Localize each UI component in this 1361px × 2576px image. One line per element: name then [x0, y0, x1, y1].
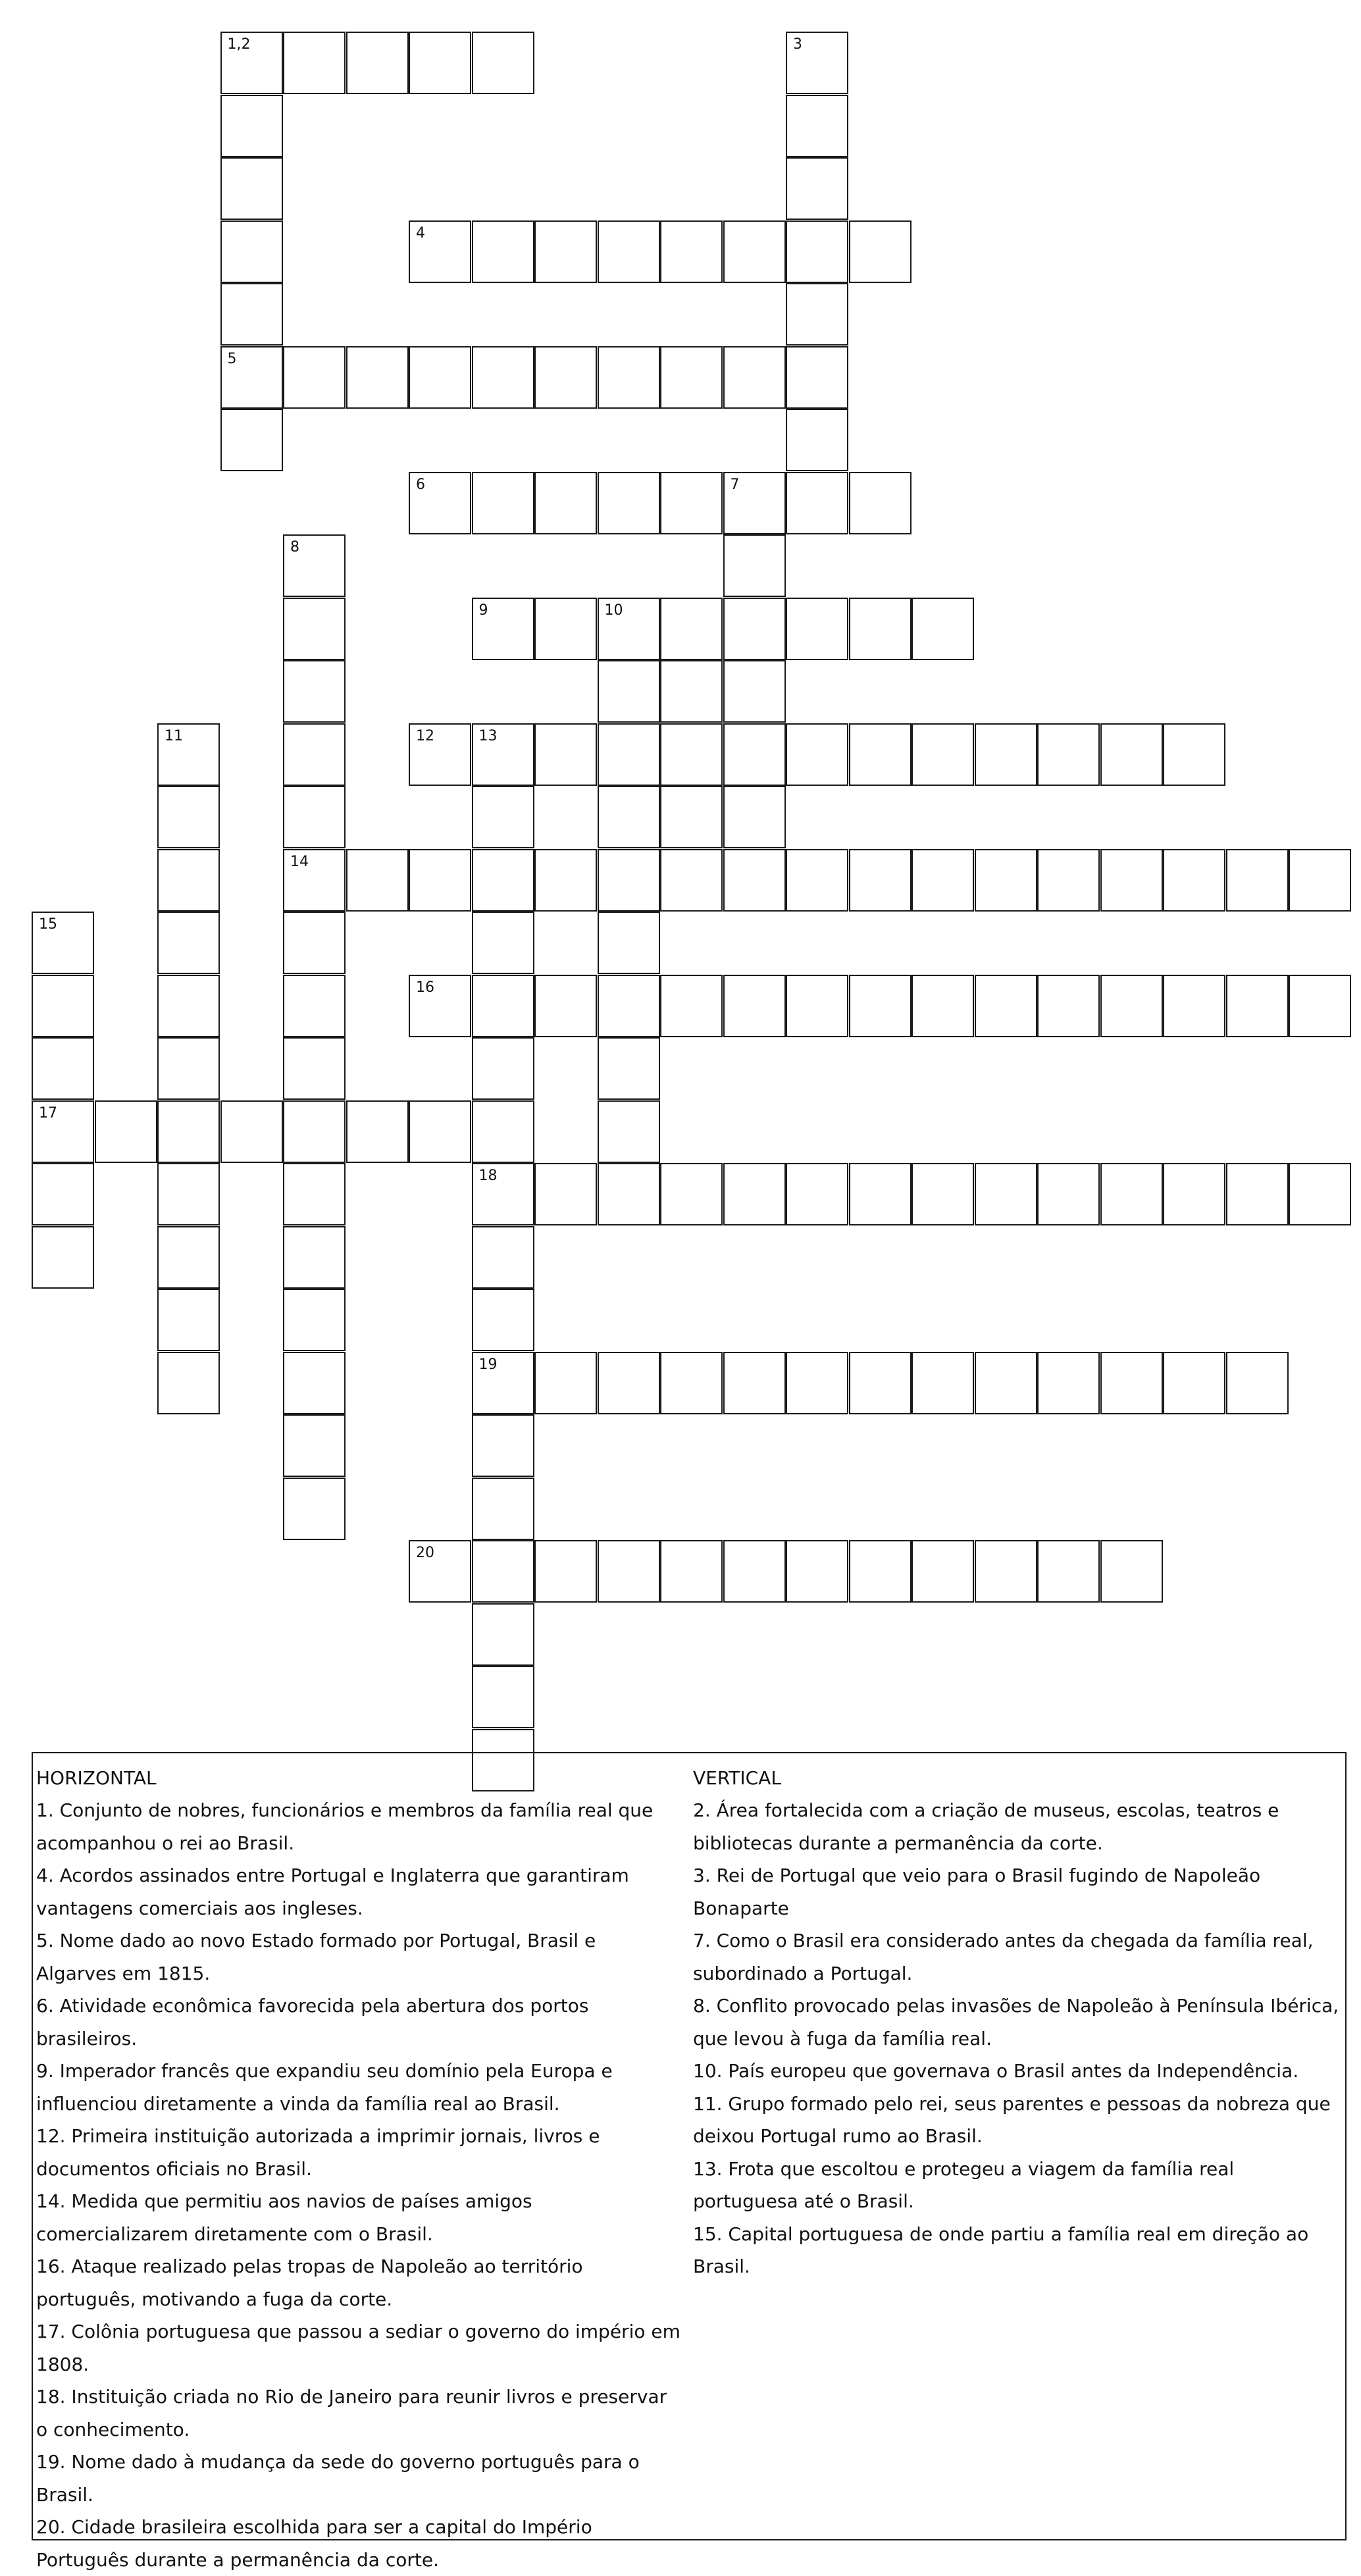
- crossword-cell[interactable]: [283, 1478, 346, 1540]
- crossword-cell[interactable]: [723, 723, 786, 786]
- crossword-cell[interactable]: [1037, 1352, 1100, 1414]
- crossword-cell[interactable]: [1163, 1352, 1225, 1414]
- crossword-cell[interactable]: [32, 1163, 94, 1225]
- crossword-cell[interactable]: [849, 849, 912, 912]
- crossword-cell[interactable]: [1100, 723, 1163, 786]
- crossword-cell[interactable]: [912, 1540, 974, 1603]
- crossword-cell[interactable]: [534, 975, 597, 1037]
- crossword-cell[interactable]: [849, 220, 912, 283]
- cell-number: 12: [416, 727, 434, 744]
- crossword-cell[interactable]: [409, 346, 471, 409]
- crossword-cell[interactable]: [534, 723, 597, 786]
- crossword-cell[interactable]: [220, 1100, 283, 1163]
- crossword-cell[interactable]: [723, 975, 786, 1037]
- horizontal-heading: HORIZONTAL: [36, 1767, 157, 1789]
- crossword-cell[interactable]: [598, 1163, 660, 1225]
- crossword-cell[interactable]: [660, 346, 723, 409]
- horizontal-clue: 14. Medida que permitiu aos navios de países amigos comercializarem diretamente com o Brasil.: [36, 2190, 532, 2245]
- vertical-clue-list: [693, 1794, 1345, 2283]
- cell-number: 6: [416, 476, 425, 493]
- crossword-cell[interactable]: [849, 1540, 912, 1603]
- crossword-cell[interactable]: [1037, 723, 1100, 786]
- crossword-cell[interactable]: [598, 1540, 660, 1603]
- crossword-cell[interactable]: [472, 220, 534, 283]
- crossword-cell[interactable]: [472, 1163, 534, 1225]
- vertical-clue: 11. Grupo formado pelo rei, seus parentes e pessoas da nobreza que deixou Portugal rumo ao Brasil.: [693, 2092, 1331, 2147]
- crossword-cell[interactable]: [660, 786, 723, 848]
- crossword-cell[interactable]: [472, 975, 534, 1037]
- crossword-cell[interactable]: [1163, 849, 1225, 912]
- crossword-cell[interactable]: [472, 1478, 534, 1540]
- crossword-cell[interactable]: [912, 1352, 974, 1414]
- crossword-cell[interactable]: [1037, 849, 1100, 912]
- crossword-cell[interactable]: [1289, 849, 1351, 912]
- crossword-cell[interactable]: [1100, 1352, 1163, 1414]
- crossword-cell[interactable]: [660, 849, 723, 912]
- crossword-cell[interactable]: [723, 1163, 786, 1225]
- crossword-cell[interactable]: [32, 912, 94, 974]
- crossword-cell[interactable]: [409, 849, 471, 912]
- crossword-cell[interactable]: [472, 849, 534, 912]
- crossword-cell[interactable]: [157, 912, 220, 974]
- crossword-cell[interactable]: [912, 975, 974, 1037]
- horizontal-clue: 18. Instituição criada no Rio de Janeiro para reunir livros e preservar o conhecimento.: [36, 2386, 667, 2440]
- crossword-cell[interactable]: [1037, 1540, 1100, 1603]
- crossword-cell[interactable]: [472, 1352, 534, 1414]
- horizontal-clue: 19. Nome dado à mudança da sede do governo português para o Brasil.: [36, 2451, 640, 2506]
- crossword-cell[interactable]: [534, 220, 597, 283]
- crossword-cell[interactable]: [409, 1100, 471, 1163]
- crossword-cell[interactable]: [598, 660, 660, 723]
- crossword-cell[interactable]: [534, 1352, 597, 1414]
- crossword-cell[interactable]: [472, 32, 534, 94]
- crossword-cell[interactable]: [975, 723, 1037, 786]
- crossword-cell[interactable]: [1037, 975, 1100, 1037]
- crossword-cell[interactable]: [975, 975, 1037, 1037]
- crossword-cell[interactable]: [472, 1100, 534, 1163]
- crossword-cell[interactable]: [32, 1100, 94, 1163]
- crossword-cell[interactable]: [157, 975, 220, 1037]
- crossword-cell[interactable]: [472, 346, 534, 409]
- crossword-cell[interactable]: [849, 472, 912, 534]
- crossword-cell[interactable]: [1226, 849, 1289, 912]
- crossword-cell[interactable]: [472, 1603, 534, 1666]
- crossword-cell[interactable]: [786, 1163, 848, 1225]
- crossword-cell[interactable]: [409, 723, 471, 786]
- crossword-cell[interactable]: [1100, 849, 1163, 912]
- crossword-cell[interactable]: [534, 1540, 597, 1603]
- crossword-cell[interactable]: [283, 346, 346, 409]
- horizontal-clue: 9. Imperador francês que expandiu seu domínio pela Europa e influenciou diretamente a vinda da família real ao Brasil.: [36, 2060, 613, 2115]
- crossword-cell[interactable]: [283, 912, 346, 974]
- crossword-cell[interactable]: [723, 472, 786, 534]
- crossword-cell[interactable]: [32, 1037, 94, 1100]
- crossword-cell[interactable]: [220, 95, 283, 157]
- crossword-cell[interactable]: [1037, 1163, 1100, 1225]
- crossword-cell[interactable]: [723, 786, 786, 848]
- crossword-cell[interactable]: [975, 849, 1037, 912]
- crossword-cell[interactable]: [534, 1163, 597, 1225]
- crossword-cell[interactable]: [283, 1163, 346, 1225]
- crossword-cell[interactable]: [723, 1540, 786, 1603]
- crossword-cell[interactable]: [283, 598, 346, 660]
- crossword-cell[interactable]: [660, 1163, 723, 1225]
- crossword-cell[interactable]: [849, 723, 912, 786]
- crossword-cell[interactable]: [409, 220, 471, 283]
- crossword-cell[interactable]: [472, 1226, 534, 1289]
- crossword-cell[interactable]: [409, 975, 471, 1037]
- crossword-cell[interactable]: [1163, 723, 1225, 786]
- crossword-cell[interactable]: [346, 849, 409, 912]
- crossword-cell[interactable]: [1289, 1163, 1351, 1225]
- cell-number: 15: [39, 916, 57, 933]
- crossword-cell[interactable]: [220, 409, 283, 471]
- cell-number: 20: [416, 1545, 434, 1561]
- crossword-cell[interactable]: [723, 1352, 786, 1414]
- cell-number: 1,2: [227, 36, 251, 53]
- cell-number: 14: [290, 853, 309, 870]
- crossword-cell[interactable]: [1100, 975, 1163, 1037]
- crossword-cell[interactable]: [723, 660, 786, 723]
- vertical-heading: VERTICAL: [693, 1767, 781, 1789]
- crossword-cell[interactable]: [786, 1352, 848, 1414]
- crossword-cell[interactable]: [786, 975, 848, 1037]
- crossword-cell[interactable]: [660, 723, 723, 786]
- vertical-clue: 8. Conflito provocado pelas invasões de Napoleão à Península Ibérica, que levou à fuga da família real.: [693, 1995, 1339, 2049]
- crossword-cell[interactable]: [283, 1289, 346, 1351]
- crossword-cell[interactable]: [32, 975, 94, 1037]
- crossword-cell[interactable]: [660, 1540, 723, 1603]
- crossword-cell[interactable]: [786, 283, 848, 346]
- crossword-cell[interactable]: [283, 1226, 346, 1289]
- crossword-cell[interactable]: [346, 32, 409, 94]
- cell-number: 13: [478, 727, 498, 744]
- crossword-cell[interactable]: [598, 220, 660, 283]
- crossword-cell[interactable]: [283, 1352, 346, 1414]
- cell-number: 11: [165, 727, 183, 744]
- crossword-cell[interactable]: [157, 1352, 220, 1414]
- crossword-cell[interactable]: [660, 220, 723, 283]
- crossword-cell[interactable]: [472, 1289, 534, 1351]
- crossword-cell[interactable]: [786, 32, 848, 94]
- crossword-cell[interactable]: [598, 1100, 660, 1163]
- horizontal-clue: 17. Colônia portuguesa que passou a sediar o governo do império em 1808.: [36, 2321, 680, 2375]
- crossword-cell[interactable]: [283, 723, 346, 786]
- crossword-cell[interactable]: [786, 409, 848, 471]
- crossword-cell[interactable]: [786, 472, 848, 534]
- crossword-cell[interactable]: [786, 95, 848, 157]
- cell-number: 9: [478, 602, 488, 619]
- crossword-cell[interactable]: [283, 1100, 346, 1163]
- crossword-cell[interactable]: [912, 598, 974, 660]
- crossword-cell[interactable]: [283, 849, 346, 912]
- crossword-cell[interactable]: [598, 472, 660, 534]
- vertical-clue: 2. Área fortalecida com a criação de museus, escolas, teatros e bibliotecas durante a permanência da corte.: [693, 1799, 1279, 1854]
- crossword-cell[interactable]: [598, 346, 660, 409]
- crossword-cell[interactable]: [157, 1037, 220, 1100]
- cell-number: 19: [478, 1356, 498, 1373]
- cell-number: 5: [227, 350, 237, 367]
- crossword-cell[interactable]: [786, 723, 848, 786]
- vertical-clues-column: [693, 1763, 1345, 2283]
- horizontal-clue: 1. Conjunto de nobres, funcionários e membros da família real que acompanhou o rei ao Brasil.: [36, 1799, 654, 1854]
- crossword-cell[interactable]: [723, 849, 786, 912]
- crossword-cell[interactable]: [346, 1100, 409, 1163]
- crossword-cell[interactable]: [1289, 975, 1351, 1037]
- clues-box: [32, 1752, 1347, 2571]
- crossword-cell[interactable]: [534, 346, 597, 409]
- crossword-cell[interactable]: [220, 283, 283, 346]
- horizontal-clue: 6. Atividade econômica favorecida pela abertura dos portos brasileiros.: [36, 1995, 589, 2049]
- crossword-cell[interactable]: [1163, 975, 1225, 1037]
- cell-number: 17: [39, 1104, 57, 1121]
- cell-number: 7: [730, 476, 740, 493]
- crossword-cell[interactable]: [723, 346, 786, 409]
- horizontal-clue: 5. Nome dado ao novo Estado formado por Portugal, Brasil e Algarves em 1815.: [36, 1930, 596, 1984]
- crossword-cell[interactable]: [472, 1414, 534, 1477]
- crossword-cell[interactable]: [786, 157, 848, 220]
- crossword-cell[interactable]: [534, 849, 597, 912]
- crossword-cell[interactable]: [598, 1352, 660, 1414]
- crossword-cell[interactable]: [472, 1540, 534, 1603]
- crossword-cell[interactable]: [534, 472, 597, 534]
- crossword-cell[interactable]: [1226, 975, 1289, 1037]
- crossword-cell[interactable]: [220, 32, 283, 94]
- crossword-cell[interactable]: [409, 472, 471, 534]
- crossword-cell[interactable]: [32, 1226, 94, 1289]
- horizontal-clue: 4. Acordos assinados entre Portugal e Inglaterra que garantiram vantagens comerciais aos ingleses.: [36, 1865, 629, 1919]
- crossword-cell[interactable]: [283, 1414, 346, 1477]
- crossword-cell[interactable]: [786, 220, 848, 283]
- crossword-cell[interactable]: [220, 346, 283, 409]
- crossword-cell[interactable]: [660, 1352, 723, 1414]
- crossword-cell[interactable]: [157, 849, 220, 912]
- crossword-cell[interactable]: [220, 220, 283, 283]
- crossword-cell[interactable]: [660, 660, 723, 723]
- crossword-cell[interactable]: [598, 1037, 660, 1100]
- crossword-cell[interactable]: [95, 1100, 157, 1163]
- cell-number: 3: [793, 36, 802, 53]
- crossword-cell[interactable]: [283, 1037, 346, 1100]
- cell-number: 4: [416, 224, 425, 242]
- crossword-cell[interactable]: [660, 472, 723, 534]
- vertical-clue: 3. Rei de Portugal que veio para o Brasil fugindo de Napoleão Bonaparte: [693, 1865, 1261, 1919]
- crossword-cell[interactable]: [283, 534, 346, 597]
- crossword-cell[interactable]: [723, 534, 786, 597]
- crossword-cell[interactable]: [786, 598, 848, 660]
- crossword-cell[interactable]: [472, 598, 534, 660]
- crossword-cell[interactable]: [157, 1100, 220, 1163]
- crossword-cell[interactable]: [975, 1163, 1037, 1225]
- crossword-cell[interactable]: [786, 849, 848, 912]
- crossword-cell[interactable]: [598, 912, 660, 974]
- crossword-cell[interactable]: [912, 723, 974, 786]
- vertical-clue: 13. Frota que escoltou e protegeu a viagem da família real portuguesa até o Brasil.: [693, 2157, 1235, 2212]
- crossword-cell[interactable]: [220, 157, 283, 220]
- cell-number: 18: [478, 1168, 498, 1184]
- crossword-cell[interactable]: [849, 1352, 912, 1414]
- crossword-cell[interactable]: [598, 598, 660, 660]
- crossword-cell[interactable]: [723, 598, 786, 660]
- crossword-cell[interactable]: [1163, 1163, 1225, 1225]
- crossword-cell[interactable]: [409, 32, 471, 94]
- vertical-clue: 10. País europeu que governava o Brasil antes da Independência.: [693, 2060, 1299, 2082]
- crossword-cell[interactable]: [472, 1037, 534, 1100]
- crossword-cell[interactable]: [157, 786, 220, 848]
- crossword-cell[interactable]: [1100, 1163, 1163, 1225]
- crossword-cell[interactable]: [534, 598, 597, 660]
- vertical-clue: 7. Como o Brasil era considerado antes da chegada da família real, subordinado a Portugal.: [693, 1930, 1314, 1984]
- crossword-cell[interactable]: [786, 1540, 848, 1603]
- horizontal-clue: 12. Primeira instituição autorizada a imprimir jornais, livros e documentos oficiais no Brasil.: [36, 2125, 600, 2180]
- crossword-cell[interactable]: [598, 975, 660, 1037]
- crossword-cell[interactable]: [849, 1163, 912, 1225]
- vertical-clue: 15. Capital portuguesa de onde partiu a família real em direção ao Brasil.: [693, 2223, 1309, 2277]
- crossword-cell[interactable]: [598, 723, 660, 786]
- crossword-cell[interactable]: [283, 32, 346, 94]
- crossword-cell[interactable]: [849, 975, 912, 1037]
- crossword-cell[interactable]: [157, 723, 220, 786]
- crossword-cell[interactable]: [157, 1226, 220, 1289]
- horizontal-clue: 16. Ataque realizado pelas tropas de Napoleão ao território português, motivando a fuga da corte.: [36, 2255, 583, 2310]
- crossword-cell[interactable]: [849, 598, 912, 660]
- crossword-cell[interactable]: [598, 786, 660, 848]
- crossword-cell[interactable]: [598, 849, 660, 912]
- cell-number: 16: [416, 979, 434, 996]
- crossword-cell[interactable]: [660, 598, 723, 660]
- crossword-cell[interactable]: [346, 346, 409, 409]
- crossword-cell[interactable]: [472, 1666, 534, 1728]
- crossword-cell[interactable]: [723, 220, 786, 283]
- horizontal-clues-column: [36, 1763, 681, 2576]
- crossword-cell[interactable]: [472, 472, 534, 534]
- horizontal-clue-list: [36, 1794, 681, 2576]
- crossword-cell[interactable]: [283, 660, 346, 723]
- crossword-cell[interactable]: [786, 346, 848, 409]
- crossword-cell[interactable]: [912, 1163, 974, 1225]
- crossword-cell[interactable]: [1100, 1540, 1163, 1603]
- crossword-cell[interactable]: [472, 786, 534, 848]
- cell-number: 10: [604, 602, 623, 619]
- crossword-cell[interactable]: [472, 912, 534, 974]
- crossword-cell[interactable]: [283, 975, 346, 1037]
- crossword-cell[interactable]: [157, 1163, 220, 1225]
- cell-number: 8: [290, 539, 299, 555]
- crossword-cell[interactable]: [660, 975, 723, 1037]
- crossword-cell[interactable]: [409, 1540, 471, 1603]
- horizontal-clue: 20. Cidade brasileira escolhida para ser a capital do Império Português durante a permanência da corte.: [36, 2516, 592, 2571]
- crossword-cell[interactable]: [1226, 1163, 1289, 1225]
- crossword-cell[interactable]: [912, 849, 974, 912]
- crossword-cell[interactable]: [975, 1540, 1037, 1603]
- crossword-cell[interactable]: [472, 723, 534, 786]
- crossword-cell[interactable]: [157, 1289, 220, 1351]
- crossword-cell[interactable]: [1226, 1352, 1289, 1414]
- crossword-cell[interactable]: [283, 786, 346, 848]
- crossword-cell[interactable]: [975, 1352, 1037, 1414]
